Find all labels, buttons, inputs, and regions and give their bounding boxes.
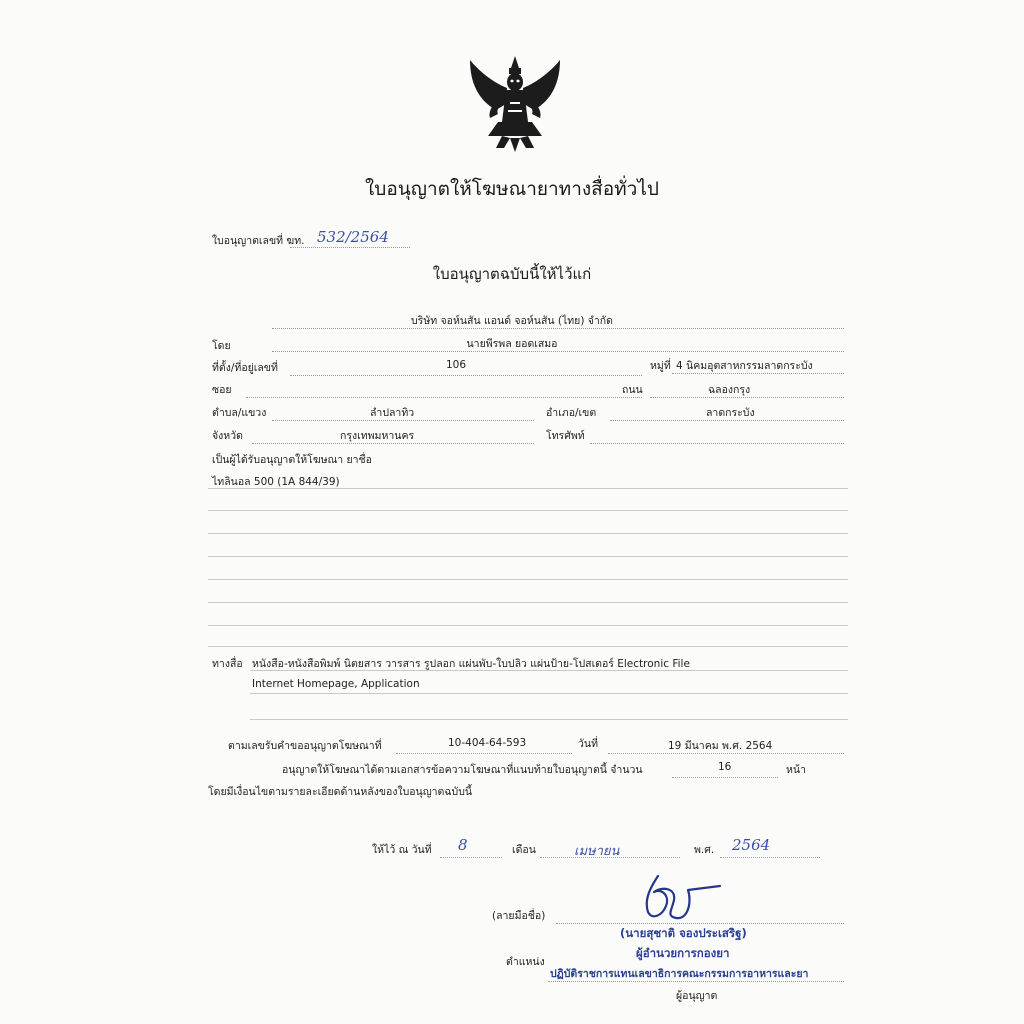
moo-label: หมู่ที่ — [650, 360, 671, 372]
subdistrict-value: ลำปลาทิว — [370, 407, 415, 419]
drug-name-label: เป็นผู้ได้รับอนุญาตให้โฆษณา ยาชื่อ — [212, 454, 372, 466]
signatory-acting-position: ปฏิบัติราชการแทนเลขาธิการคณะกรรมการอาหารและยา — [550, 968, 809, 980]
issued-day-value: 8 — [458, 836, 468, 854]
request-number-value: 10-404-64-593 — [448, 737, 527, 749]
subdistrict-label: ตำบล/แขวง — [212, 407, 267, 419]
garuda-emblem-icon — [462, 52, 568, 158]
issued-day-label: ให้ไว้ ณ วันที่ — [372, 844, 432, 856]
soi-label: ซอย — [212, 384, 232, 396]
document-title: ใบอนุญาตให้โฆษณายาทางสื่อทั่วไป — [365, 178, 659, 200]
request-date-value: 19 มีนาคม พ.ศ. 2564 — [668, 740, 773, 752]
request-date-label: วันที่ — [578, 738, 598, 750]
signatory-title: ผู้อำนวยการกองยา — [636, 946, 730, 960]
by-label: โดย — [212, 340, 231, 352]
district-label: อำเภอ/เขต — [546, 407, 597, 419]
drug-name-value: ไทลินอล 500 (1A 844/39) — [212, 476, 340, 488]
province-value: กรุงเทพมหานคร — [340, 430, 415, 442]
address-number-value: 106 — [446, 359, 467, 371]
license-number-value: 532/2564 — [317, 228, 389, 246]
issued-year-value: 2564 — [732, 836, 771, 854]
media-line-2: Internet Homepage, Application — [252, 678, 420, 690]
phone-label: โทรศัพท์ — [546, 430, 585, 442]
district-value: ลาดกระบัง — [706, 407, 755, 419]
handwritten-signature-icon — [636, 866, 726, 924]
signature-label: (ลายมือชื่อ) — [492, 910, 546, 922]
position-label: ตำแหน่ง — [506, 956, 545, 968]
address-number-label: ที่ตั้ง/ที่อยู่เลขที่ — [212, 362, 278, 374]
issued-month-label: เดือน — [512, 844, 536, 856]
province-label: จังหวัด — [212, 430, 243, 442]
conditions-text: โดยมีเงื่อนไขตามรายละเอียดด้านหลังของใบอนุญาตฉบับนี้ — [208, 786, 473, 798]
licensor-label: ผู้อนุญาต — [676, 990, 718, 1002]
representative-name: นายพีรพล ยอดเสมอ — [466, 338, 558, 350]
document-subtitle: ใบอนุญาตฉบับนี้ให้ไว้แก่ — [432, 265, 592, 283]
media-line-1: หนังสือ-หนังสือพิมพ์ นิตยสาร วารสาร รูปลอก แผ่นพับ-ใบปลิว แผ่นป้าย-โปสเตอร์ Electronic File — [252, 658, 690, 670]
company-name: บริษัท จอห์นสัน แอนด์ จอห์นสัน (ไทย) จำกัด — [411, 315, 613, 327]
license-number-label: ใบอนุญาตเลขที่ ฆท. — [212, 235, 305, 247]
page-count-value: 16 — [718, 761, 732, 773]
pages-unit: หน้า — [786, 764, 806, 776]
moo-value: 4 นิคมอุตสาหกรรมลาดกระบัง — [676, 360, 813, 372]
signatory-name: (นายสุชาติ จองประเสริฐ) — [620, 926, 747, 940]
request-number-label: ตามเลขรับคำขออนุญาตโฆษณาที่ — [228, 740, 382, 752]
road-label: ถนน — [622, 384, 643, 396]
issued-month-value: เมษายน — [574, 844, 620, 859]
issued-year-label: พ.ศ. — [694, 844, 715, 856]
media-label: ทางสื่อ — [212, 658, 243, 670]
road-value: ฉลองกรุง — [708, 384, 751, 396]
approved-documents-text: อนุญาตให้โฆษณาได้ตามเอกสารข้อความโฆษณาที่แนบท้ายใบอนุญาตนี้ จำนวน — [282, 764, 643, 776]
